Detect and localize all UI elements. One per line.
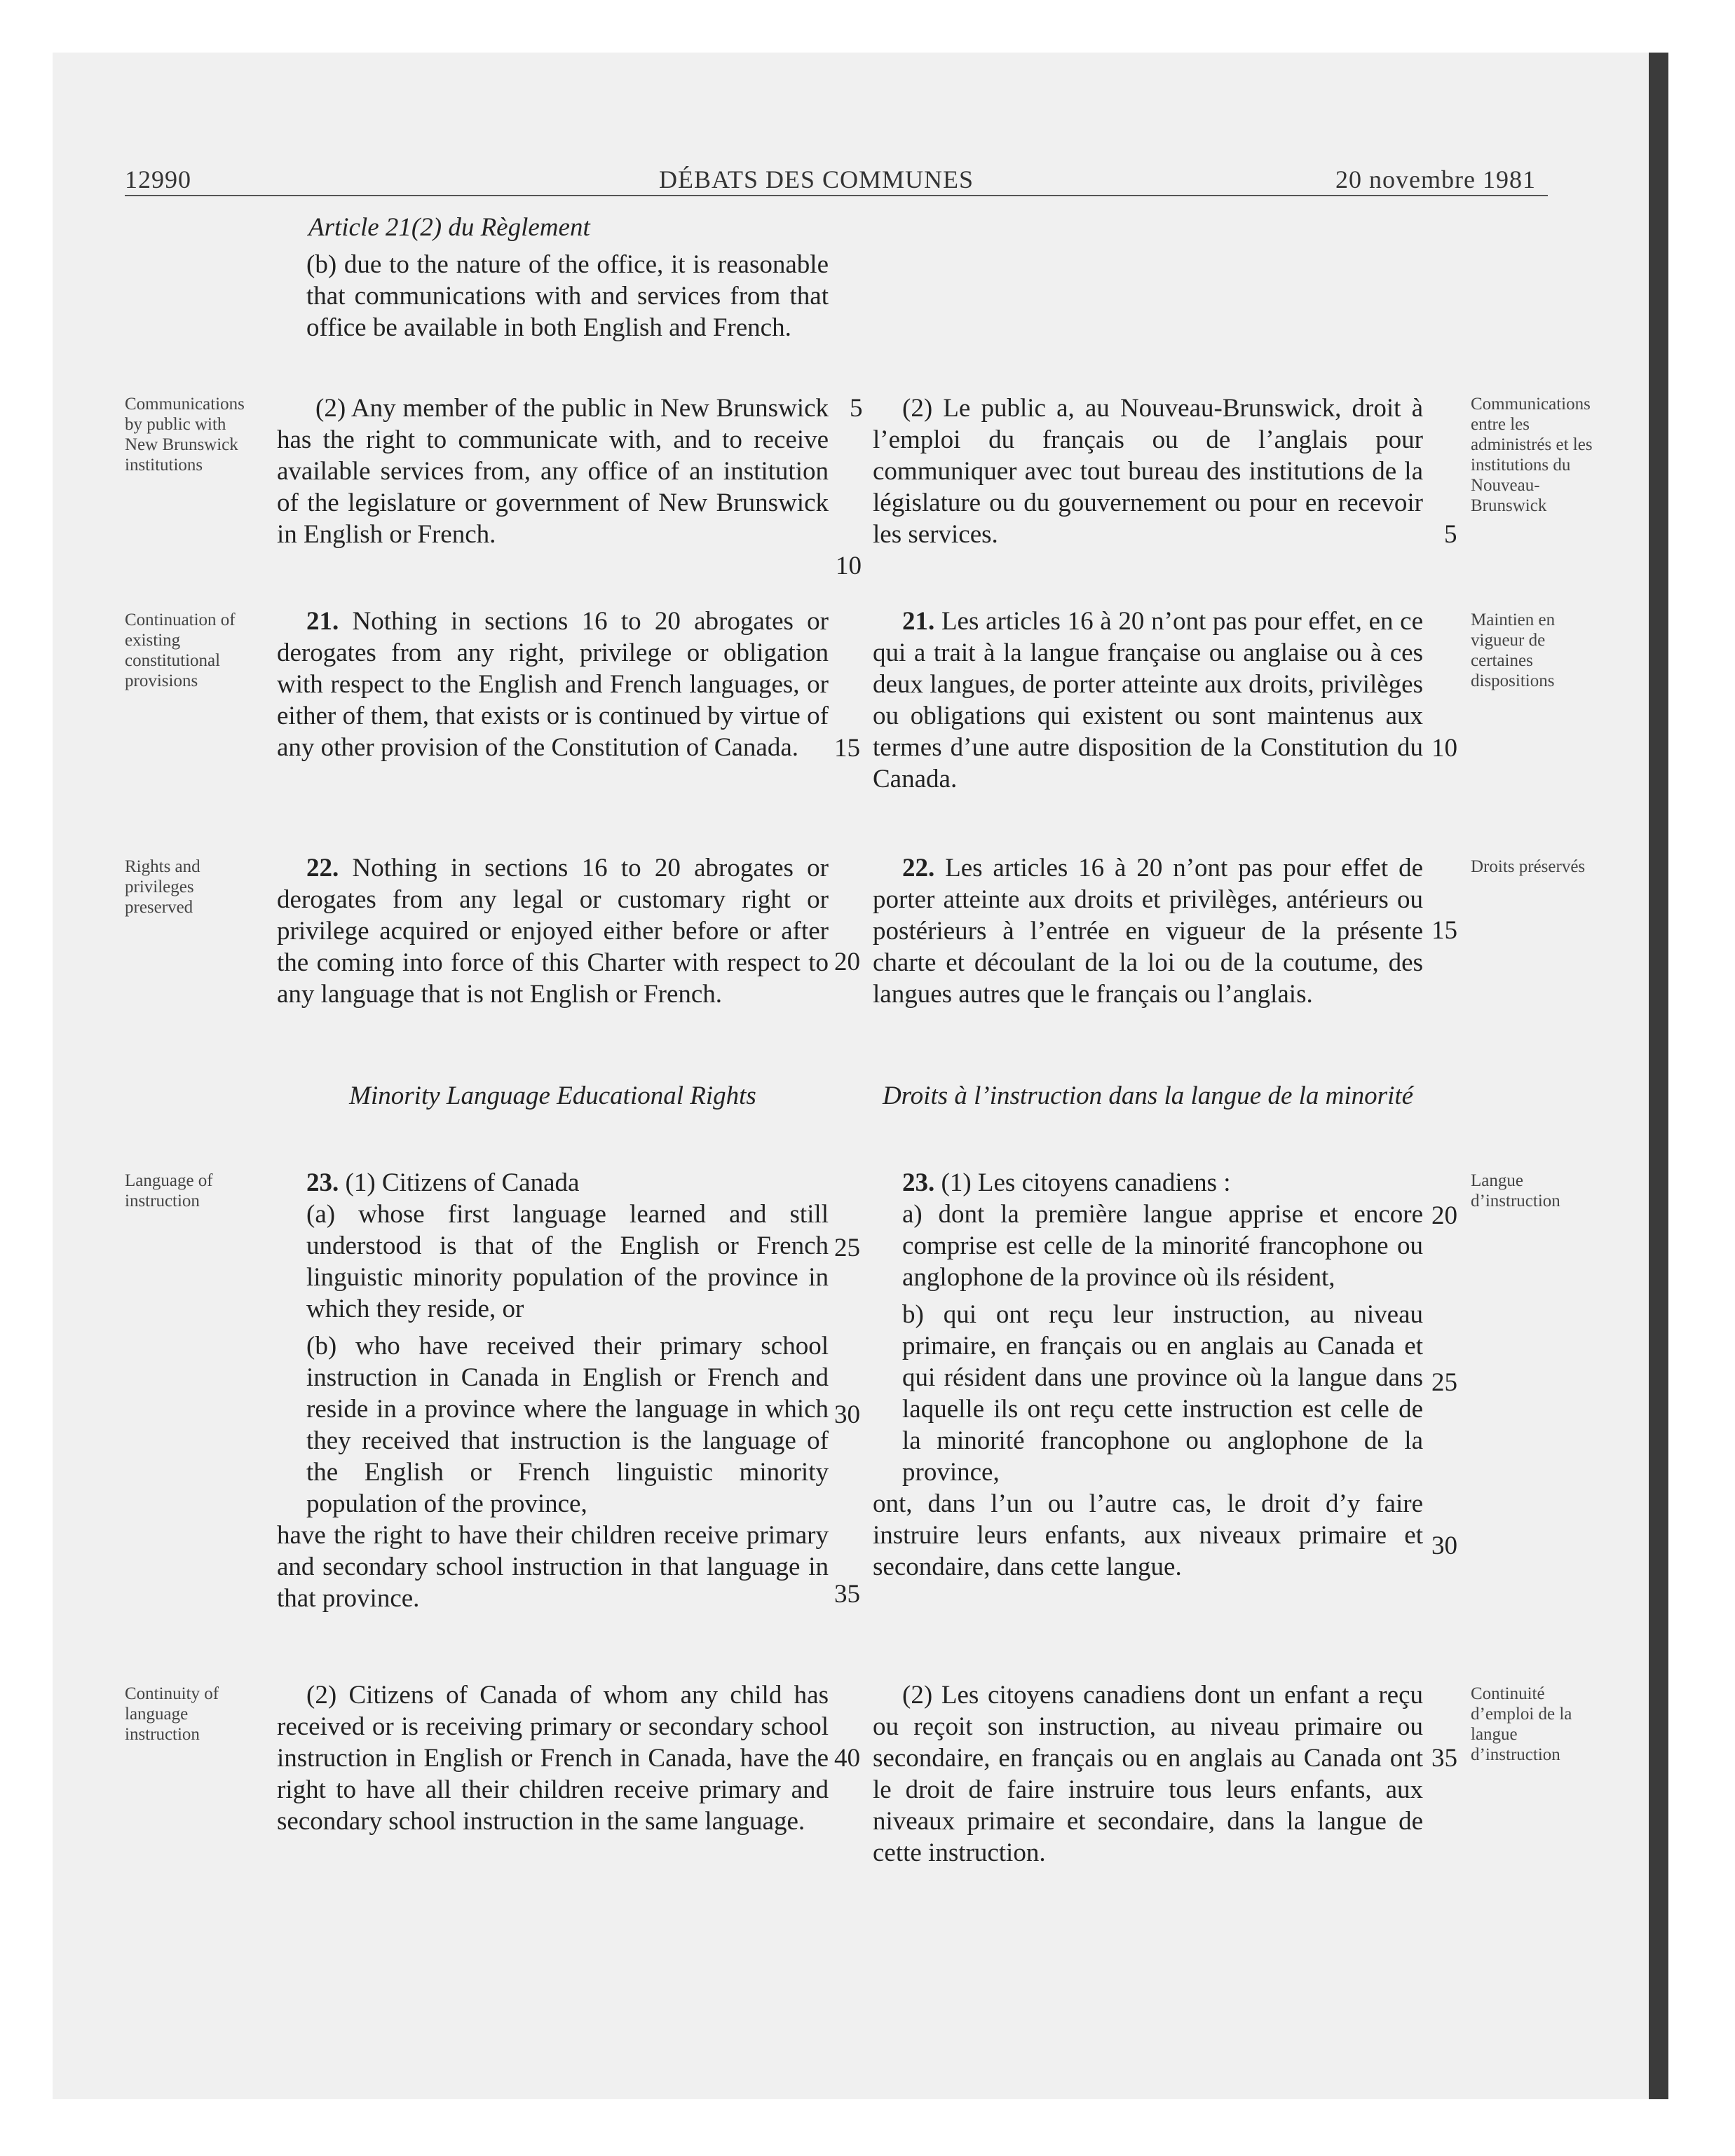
scan-edge-shadow xyxy=(1649,53,1668,2099)
margin-note: Language of instruction xyxy=(125,1171,213,1210)
line-number: 25 xyxy=(1431,1368,1457,1397)
line-number: 15 xyxy=(1431,916,1457,945)
header-date: 20 novembre 1981 xyxy=(1335,165,1536,193)
line-number: 10 xyxy=(836,552,862,580)
english-section-23-1 xyxy=(277,1167,829,1614)
clause-text: (b) due to the nature of the office, it is reasonable that communications with and services from that office be available in both English and French. xyxy=(306,250,829,342)
english-clause-b xyxy=(306,249,829,343)
paragraph-a: (a) whose first language learned and still understood is that of the English or French linguistic minority population of the province in which they reside, or xyxy=(306,1200,829,1323)
section-text: Nothing in sections 16 to 20 abrogates or derogates from any legal or customary right or privilege acquired or enjoyed either before or after the coming into force of this Charter with respect to any language that is not English or French. xyxy=(277,854,829,1009)
section-number: 22. xyxy=(902,854,935,882)
line-number: 35 xyxy=(834,1580,860,1609)
french-section-23-2: (2) Les citoyens canadiens dont un enfant a reçu ou reçoit son instruction, au niveau primaire ou secondaire, en français ou en anglais au Canada ont le droit de faire instruire tous leurs enfants, aux niveaux primaire et secondaire, dans la langue de cette instruction. xyxy=(873,1681,1423,1867)
section-text: Les articles 16 à 20 n’ont pas pour effet, en ce qui a trait à la langue française ou anglaise ou à ces deux langues, de porter atteinte aux droits, privilèges ou obligations qui existent ou sont maintenus aux termes d’une autre disposition de la Constitution du Canada. xyxy=(873,607,1423,793)
line-number: 10 xyxy=(1431,734,1457,763)
line-number: 35 xyxy=(1431,1744,1457,1773)
line-number: 5 xyxy=(850,394,863,423)
section-text: Les articles 16 à 20 n’ont pas pour effet de porter atteinte aux droits et privilèges, antérieurs ou postérieurs à l’entrée en vigueur de la présente charte et découlant de la loi ou de la coutume, des langues autres que le français ou l’anglais. xyxy=(873,854,1423,1009)
section-number: 21. xyxy=(306,607,339,636)
english-section-21 xyxy=(277,606,829,763)
margin-note: Continuity of language instruction xyxy=(125,1684,219,1744)
section-intro xyxy=(277,1167,829,1199)
line-number: 40 xyxy=(834,1744,860,1773)
paragraph-a: a) dont la première langue apprise et encore comprise est celle de la minorité francophone ou anglophone de la province où ils résident, xyxy=(902,1200,1423,1292)
line-number: 5 xyxy=(1444,520,1457,549)
french-section-22 xyxy=(873,852,1423,1010)
section-conclusion: have the right to have their children receive primary and secondary school instruction in that language in that province. xyxy=(277,1521,829,1613)
line-number: 25 xyxy=(834,1234,860,1262)
french-heading: Droits à l’instruction dans la langue de la minorité xyxy=(882,1082,1414,1110)
section-text: Nothing in sections 16 to 20 abrogates or derogates from any right, privilege or obligation with respect to the English and French languages, or either of them, that exists or is continued by virtue of any other provision of the Constitution of Canada. xyxy=(277,607,829,762)
line-number: 30 xyxy=(1431,1531,1457,1560)
margin-note: Langue d’instruction xyxy=(1471,1171,1560,1210)
paragraph-b: b) qui ont reçu leur instruction, au niveau primaire, en français ou en anglais au Canada et qui résident dans une province où la langue dans laquelle ils ont reçu cette instruction est celle de la minorité francophone ou anglophone de la province, xyxy=(902,1300,1423,1487)
margin-note: Droits préservés xyxy=(1471,857,1586,876)
english-section-20-2: (2) Any member of the public in New Brunswick has the right to communicate with, and to receive available services from, any office of an institution of the legislature or government of New Brunswick in English or French. xyxy=(277,394,829,549)
french-section-21 xyxy=(873,606,1423,795)
header-rule xyxy=(125,195,1548,196)
section-conclusion: ont, dans l’un ou l’autre cas, le droit d’y faire instruire leurs enfants, aux niveaux primaire et secondaire, dans cette langue. xyxy=(873,1489,1423,1581)
rule-reference: Article 21(2) du Règlement xyxy=(308,213,590,242)
line-number: 20 xyxy=(834,948,860,976)
section-intro xyxy=(873,1167,1423,1199)
margin-note: Communications entre les administrés et les institutions du Nouveau-Brunswick xyxy=(1471,395,1593,515)
margin-note: Rights and privileges preserved xyxy=(125,857,200,917)
english-section-22 xyxy=(277,852,829,1010)
french-section-20-2: (2) Le public a, au Nouveau-Brunswick, droit à l’emploi du français ou de l’anglais pour communiquer avec tout bureau des institutions de la législature ou du gouvernement ou pour en recevoir les services. xyxy=(873,394,1423,549)
section-intro-text: (1) Citizens of Canada xyxy=(339,1168,580,1197)
margin-note: Continuation of existing constitutional provisions xyxy=(125,610,236,690)
french-section-23-1 xyxy=(873,1167,1423,1583)
section-intro-text: (1) Les citoyens canadiens : xyxy=(934,1168,1231,1197)
margin-note: Continuité d’emploi de la langue d’instruction xyxy=(1471,1684,1572,1764)
margin-note: Maintien en vigueur de certaines dispositions xyxy=(1471,610,1556,690)
line-number: 30 xyxy=(834,1400,860,1429)
english-section-23-2: (2) Citizens of Canada of whom any child has received or is receiving primary or secondary school instruction in English or French in Canada, have the right to have all their children receive primary and secondary school instruction in the same language. xyxy=(277,1681,829,1836)
paragraph-b: (b) who have received their primary school instruction in Canada in English or French and reside in a province where the language in which they received that instruction is the language of the English or French linguistic minority population of the province, xyxy=(306,1332,829,1518)
margin-note: Communications by public with New Brunswick institutions xyxy=(125,395,245,475)
section-number: 23. xyxy=(306,1168,339,1197)
running-title: DÉBATS DES COMMUNES xyxy=(659,165,974,193)
line-number: 20 xyxy=(1431,1201,1457,1230)
line-number: 15 xyxy=(834,734,860,763)
english-heading: Minority Language Educational Rights xyxy=(349,1082,756,1110)
page-number: 12990 xyxy=(125,165,191,193)
section-number: 22. xyxy=(306,854,339,882)
section-number: 21. xyxy=(902,607,935,636)
section-number: 23. xyxy=(902,1168,935,1197)
